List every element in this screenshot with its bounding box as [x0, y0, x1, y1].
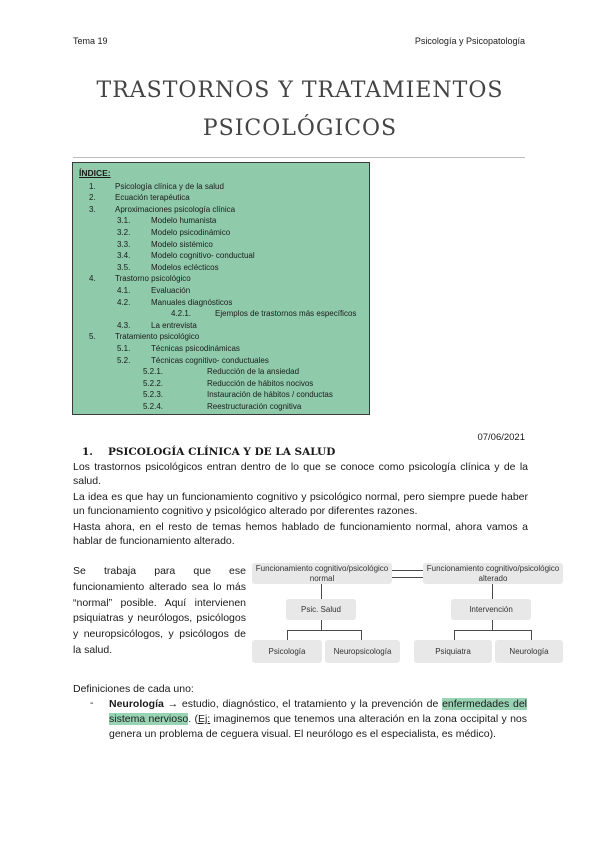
toc-item-number: 4.1. [117, 285, 131, 295]
toc-item-number: 5.1. [117, 343, 131, 353]
diagram-box-neurology: Neurología [495, 640, 563, 663]
toc-item-number: 5.2.2. [143, 378, 164, 388]
toc-item [79, 308, 363, 320]
toc-item-number: 1. [89, 181, 96, 191]
toc-item-label: Reestructuración cognitiva [207, 401, 302, 411]
toc-item [79, 343, 363, 355]
diagram-box-health-psych: Psic. Salud [286, 599, 356, 620]
toc-item-number: 3.2. [117, 227, 131, 237]
toc-item [79, 215, 363, 227]
toc-item [79, 331, 363, 343]
toc-item-number: 2. [89, 193, 96, 203]
toc-item-label: Tratamiento psicológico [115, 332, 200, 342]
toc-item [79, 250, 363, 262]
connector-line [321, 620, 322, 630]
connector-line [454, 630, 455, 640]
connector-line [361, 630, 362, 640]
page-title-line-1: TRASTORNOS Y TRATAMIENTOS [96, 78, 504, 103]
toc-item-label: La entrevista [151, 320, 197, 330]
toc-item-number: 5. [89, 332, 96, 342]
diagram-box-intervention: Intervención [451, 599, 531, 620]
section-title: PSICOLOGÍA CLÍNICA Y DE LA SALUD [108, 446, 336, 458]
toc-item [79, 192, 363, 204]
toc-item-number: 5.2.3. [143, 390, 164, 400]
toc-item-label: Modelo psicodinámico [151, 227, 231, 237]
toc-item-number: 5.2.4. [143, 401, 164, 411]
list-bullet: - [90, 697, 94, 709]
connector-line [531, 630, 532, 640]
toc-item-number: 5.2.1. [143, 367, 164, 377]
toc-item-number: 3. [89, 204, 96, 214]
connector-line [392, 577, 423, 578]
paragraph-3: Hasta ahora, en el resto de temas hemos hablado de funcionamiento normal, ahora vamos a hablar de funcionamiento alterado. [73, 521, 528, 548]
toc-item [79, 355, 363, 367]
diagram-box-psychology: Psicología [252, 640, 322, 663]
toc-item-label: Técnicas psicodinámicas [151, 343, 240, 353]
toc-item [79, 239, 363, 251]
toc-item-number: 4. [89, 274, 96, 284]
connector-line [392, 570, 423, 571]
toc-item [79, 285, 363, 297]
definition-text: imaginemos que tenemos una alteración en la zona occipital y nos genera un problema de ceguera visual. El neurólogo es el especialista, es médico). [109, 713, 527, 741]
definition-text: → estudio, diagnóstico, el tratamiento y la prevención de [163, 698, 443, 710]
paragraph-side-text: Se trabaja para que ese funcionamiento alterado sea lo más “normal” posible. Aquí intervienen psiquiatras y neurólogos, psicólogos y neuropsicólogos, y psicólogos de la salud. [73, 565, 246, 656]
toc-item-label: Instauración de hábitos / conductas [207, 390, 333, 400]
toc-item [79, 262, 363, 274]
term-neurology: Neurología [109, 698, 164, 710]
paragraph-2: La idea es que hay un funcionamiento cognitivo y psicológico normal, pero siempre puede haber un funcionamiento cognitivo y psicológico alterado por diferentes razones. [73, 491, 528, 518]
toc-heading: ÍNDICE: [79, 168, 111, 178]
header-course: Psicología y Psicopatología [414, 36, 525, 46]
title-divider [73, 157, 525, 158]
toc-item-label: Técnicas cognitivo- conductuales [151, 355, 269, 365]
section-heading [82, 446, 335, 458]
toc-item [79, 366, 363, 378]
diagram-box-altered: Funcionamiento cognitivo/psicológico alterado [423, 563, 563, 584]
definition-neurology [109, 697, 527, 743]
toc-item-number: 3.5. [117, 262, 131, 272]
toc-item-label: Ecuación terapéutica [115, 193, 190, 203]
header-subject: Tema 19 [73, 36, 108, 46]
toc-item-label: Modelo humanista [151, 216, 217, 226]
toc-item-number: 4.2.1. [171, 309, 192, 319]
toc-item-label: Ejemplos de trastornos más específicos [215, 309, 357, 319]
toc-item-number: 5.2. [117, 355, 131, 365]
toc-item [79, 389, 363, 401]
toc-item-label: Modelos eclécticos [151, 262, 219, 272]
connector-line [321, 584, 322, 599]
connector-line [492, 584, 493, 599]
connector-line [492, 620, 493, 630]
toc-item-number: 4.3. [117, 320, 131, 330]
diagram-box-psychiatrist: Psiquiatra [414, 640, 492, 663]
definitions-intro: Definiciones de cada uno: [73, 683, 194, 695]
toc-item-label: Reducción de hábitos nocivos [207, 378, 314, 388]
toc-item-number: 3.1. [117, 216, 131, 226]
diagram-box-neuropsychology: Neuropsicología [325, 640, 400, 663]
highlighted-text: enfermedades del sistema nervioso [109, 698, 527, 726]
page-title-line-2: PSICOLÓGICOS [202, 116, 398, 141]
toc-item-label: Aproximaciones psicología clínica [115, 204, 236, 214]
toc-item-label: Evaluación [151, 285, 191, 295]
example-label: Ej: [197, 713, 211, 726]
toc-item-label: Manuales diagnósticos [151, 297, 233, 307]
toc-item [79, 378, 363, 390]
toc-item-label: Psicología clínica y de la salud [115, 181, 224, 191]
toc-item [79, 320, 363, 332]
paragraph-1: Los trastornos psicológicos entran dentro de lo que se conoce como psicología clínica y de la salud. [73, 461, 528, 488]
toc-item-label: Reducción de la ansiedad [207, 367, 300, 377]
connector-line [287, 630, 362, 631]
toc-item-label: Modelo sistémico [151, 239, 213, 249]
toc-item [79, 227, 363, 239]
connector-line [454, 630, 531, 631]
toc-item [79, 401, 363, 413]
toc-item [79, 181, 363, 193]
date: 07/06/2021 [477, 432, 525, 443]
toc-item-label: Trastorno psicológico [115, 274, 191, 284]
table-of-contents [72, 162, 370, 415]
toc-item-number: 3.4. [117, 251, 131, 261]
toc-item-label: Modelo cognitivo- conductual [151, 251, 255, 261]
diagram-box-normal: Funcionamiento cognitivo/psicológico normal [252, 563, 392, 584]
toc-list [79, 181, 363, 413]
toc-item [79, 273, 363, 285]
connector-line [287, 630, 288, 640]
toc-item-number: 3.3. [117, 239, 131, 249]
toc-item [79, 297, 363, 309]
toc-item-number: 4.2. [117, 297, 131, 307]
definition-text: . ( [188, 713, 198, 726]
section-number: 1. [82, 446, 93, 458]
toc-item [79, 204, 363, 216]
